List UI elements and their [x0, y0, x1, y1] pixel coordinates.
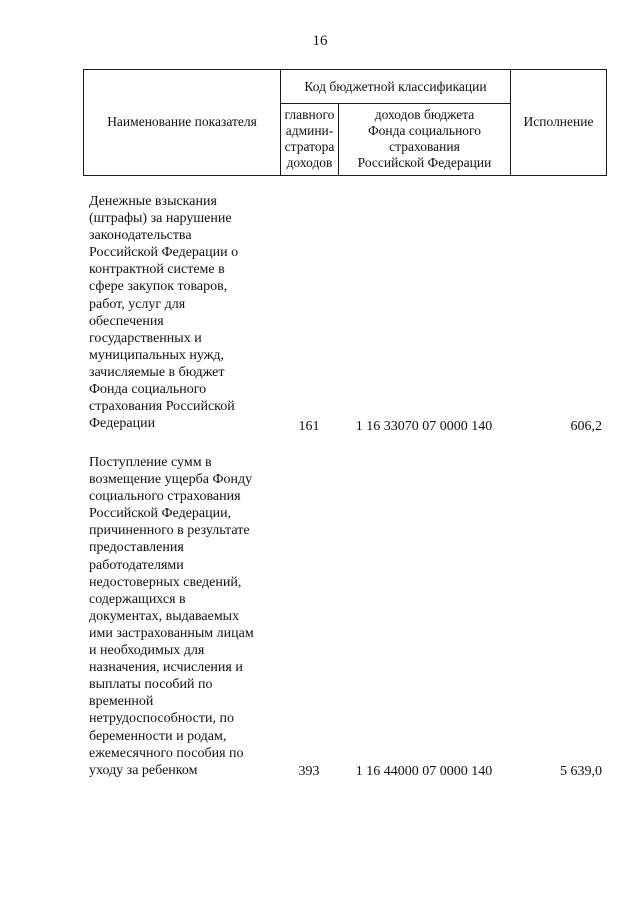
- row-execution-value: 5 639,0: [560, 764, 602, 779]
- page-number: 16: [312, 33, 328, 49]
- header-right-border: [606, 69, 607, 176]
- header-bottom-border: [83, 175, 607, 176]
- row-revenue-code: 1 16 33070 07 0000 140: [355, 419, 493, 434]
- header-budget-code-group: Код бюджетной классификации: [304, 79, 487, 94]
- header-execution-column: Исполнение: [523, 114, 594, 129]
- row-revenue-code: 1 16 44000 07 0000 140: [355, 764, 493, 779]
- row-admin-code: 393: [298, 764, 320, 779]
- row-admin-code: 161: [298, 419, 320, 434]
- header-revenue-column: доходов бюджета Фонда социального страхования Российской Федерации: [357, 107, 492, 170]
- row-indicator-name: Поступление сумм в возмещение ущерба Фонду социального страхования Российской Федерации, причиненного в результате предоставления работодателями недостоверных сведений, содержащихся в документах, выдаваемых ими застрахованным лицам и необходимых для назначения, исчисления и выплаты пособий по временной нетрудоспособности, по беременности и родам, ежемесячного пособия по уходу за ребенком: [89, 455, 254, 778]
- row-indicator-name: Денежные взыскания (штрафы) за нарушение законодательства Российской Федерации о контрактной системе в сфере закупок товаров, работ, услуг для обеспечения государственных и муниципальных нужд, зачисляемые в бюджет Фонда социального страхования Российской Федерации: [89, 194, 239, 432]
- header-top-border: [83, 69, 607, 70]
- header-group-divider: [280, 103, 510, 104]
- header-name-column: Наименование показателя: [107, 114, 257, 129]
- header-admin-column: главного админи- стратора доходов: [284, 107, 335, 170]
- row-execution-value: 606,2: [570, 419, 602, 434]
